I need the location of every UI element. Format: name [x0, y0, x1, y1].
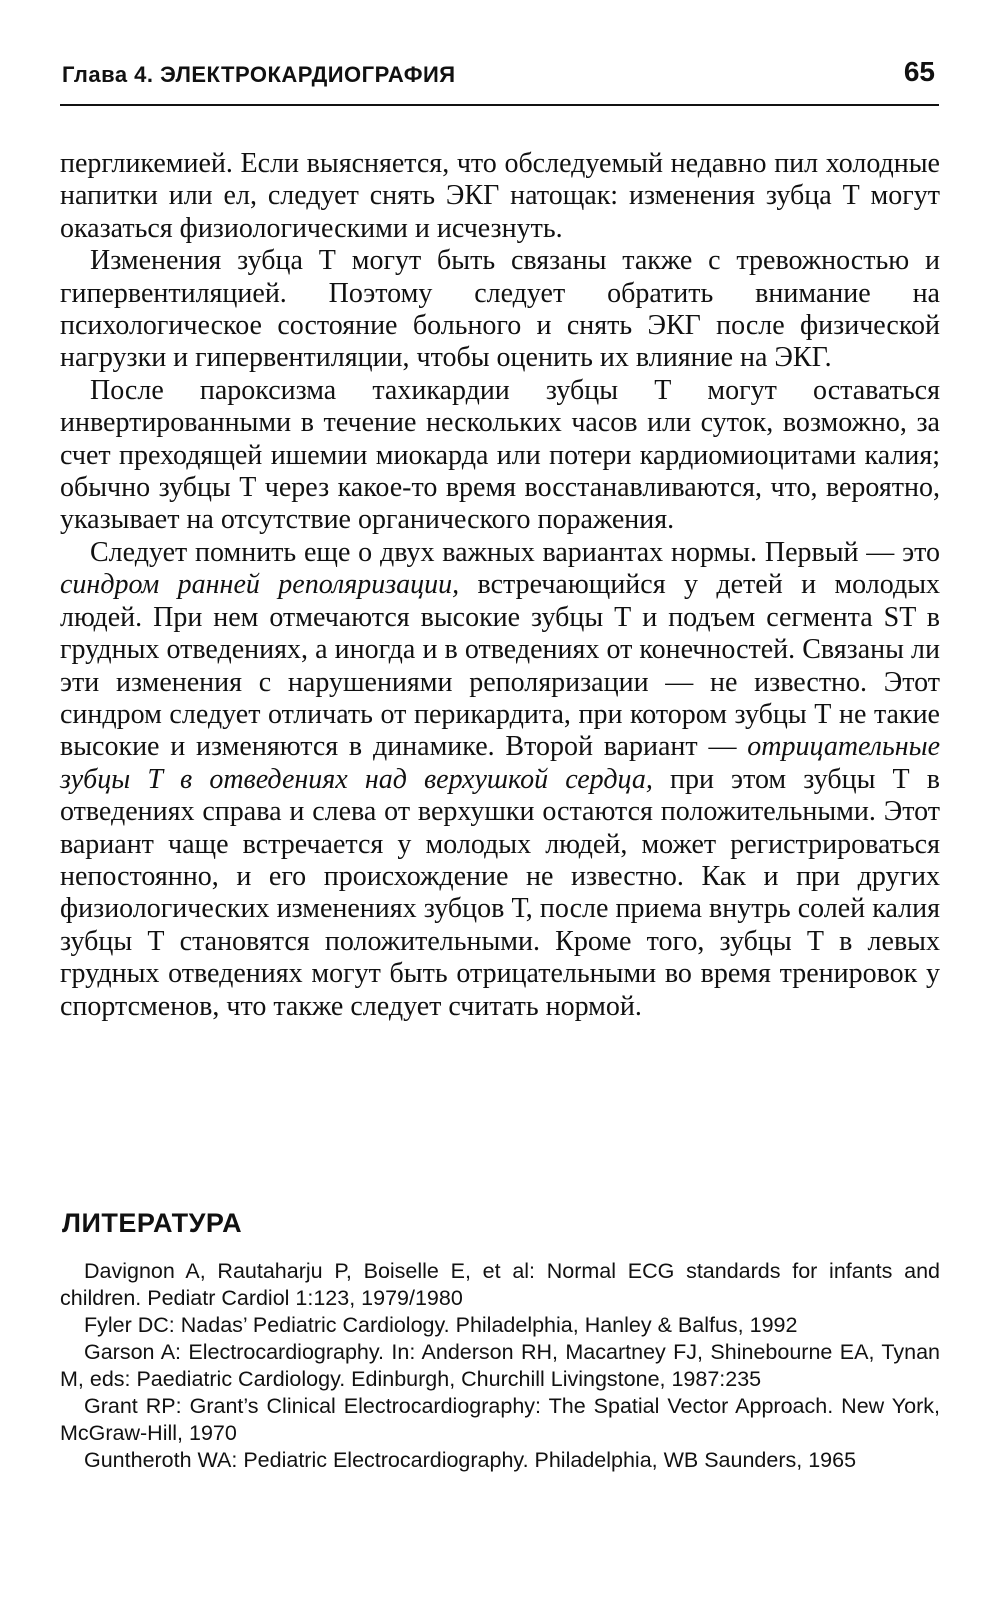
reference-item: Fyler DC: Nadas’ Pediatric Cardiology. Philadelphia, Hanley & Balfus, 1992 [84, 1313, 798, 1337]
paragraph: пергликемией. Если выясняется, что обследуемый недавно пил холодные напитки или ел, следует снять ЭКГ натощак: изменения зубца Т могут оказаться физиологическими и исчезнуть. [60, 148, 940, 244]
emphasis-term: синдром ранней реполяризации, [60, 569, 460, 601]
references-heading: ЛИТЕРАТУРА [62, 1208, 243, 1238]
running-header [60, 52, 939, 106]
page-number: 65 [903, 56, 935, 87]
reference-item: Garson A: Electrocardiography. In: Anderson RH, Macartney FJ, Shinebourne EA, Tynan M, eds: Paediatric Cardiology. Edinburgh, Churchill Livingstone, 1987:235 [60, 1340, 940, 1391]
chapter-title: Глава 4. ЭЛЕКТРОКАРДИОГРАФИЯ [62, 62, 456, 87]
reference-item: Guntheroth WA: Pediatric Electrocardiography. Philadelphia, WB Saunders, 1965 [84, 1448, 857, 1472]
body-text [60, 148, 940, 1023]
paragraph: Изменения зубца Т могут быть связаны также с тревожностью и гипервентиляцией. Поэтому следует обратить внимание на психологическое состояние больного и снять ЭКГ после физической нагрузки и гипервентиляции, чтобы оценить их влияние на ЭКГ. [60, 245, 940, 374]
paragraph [60, 537, 940, 1023]
emphasis-term: отрицательные зубцы Т в отведениях над верхушкой сердца, [60, 731, 940, 795]
text-run: встречающийся у детей и молодых людей. При нем отмечаются высокие зубцы Т и подъем сегмента ST в грудных отведениях, а иногда и в отведениях от конечностей. Связаны ли эти изменения с нарушениями реполяризации — не известно. Этот синдром следует отличать от перикардита, при котором зубцы Т не такие высокие и изменяются в динамике. Второй вариант — [60, 569, 941, 763]
paragraph: После пароксизма тахикардии зубцы Т могут оставаться инвертированными в течение нескольких часов или суток, возможно, за счет преходящей ишемии миокарда или потери кардиомиоцитами калия; обычно зубцы Т через какое-то время восстанавливаются, что, вероятно, указывает на отсутствие органического поражения. [60, 374, 940, 536]
references-list [60, 1258, 940, 1474]
text-run: при этом зубцы Т в отведениях справа и слева от верхушки остаются положительными. Этот вариант чаще встречается у молодых людей, может регистрироваться непостоянно, и его происхождение не известно. Как и при других физиологических изменениях зубцов Т, после приема внутрь солей калия зубцы Т становятся положительными. Кроме того, зубцы Т в левых грудных отведениях могут быть отрицательными во время тренировок у спортсменов, что также следует считать нормой. [60, 763, 940, 1022]
reference-item: Grant RP: Grant’s Clinical Electrocardiography: The Spatial Vector Approach. New York, McGraw-Hill, 1970 [60, 1394, 940, 1445]
reference-item: Davignon A, Rautaharju P, Boiselle E, et al: Normal ECG standards for infants and children. Pediatr Cardiol 1:123, 1979/1980 [60, 1259, 940, 1310]
text-run: Следует помнить еще о двух важных вариантах нормы. Первый — это [90, 536, 940, 568]
